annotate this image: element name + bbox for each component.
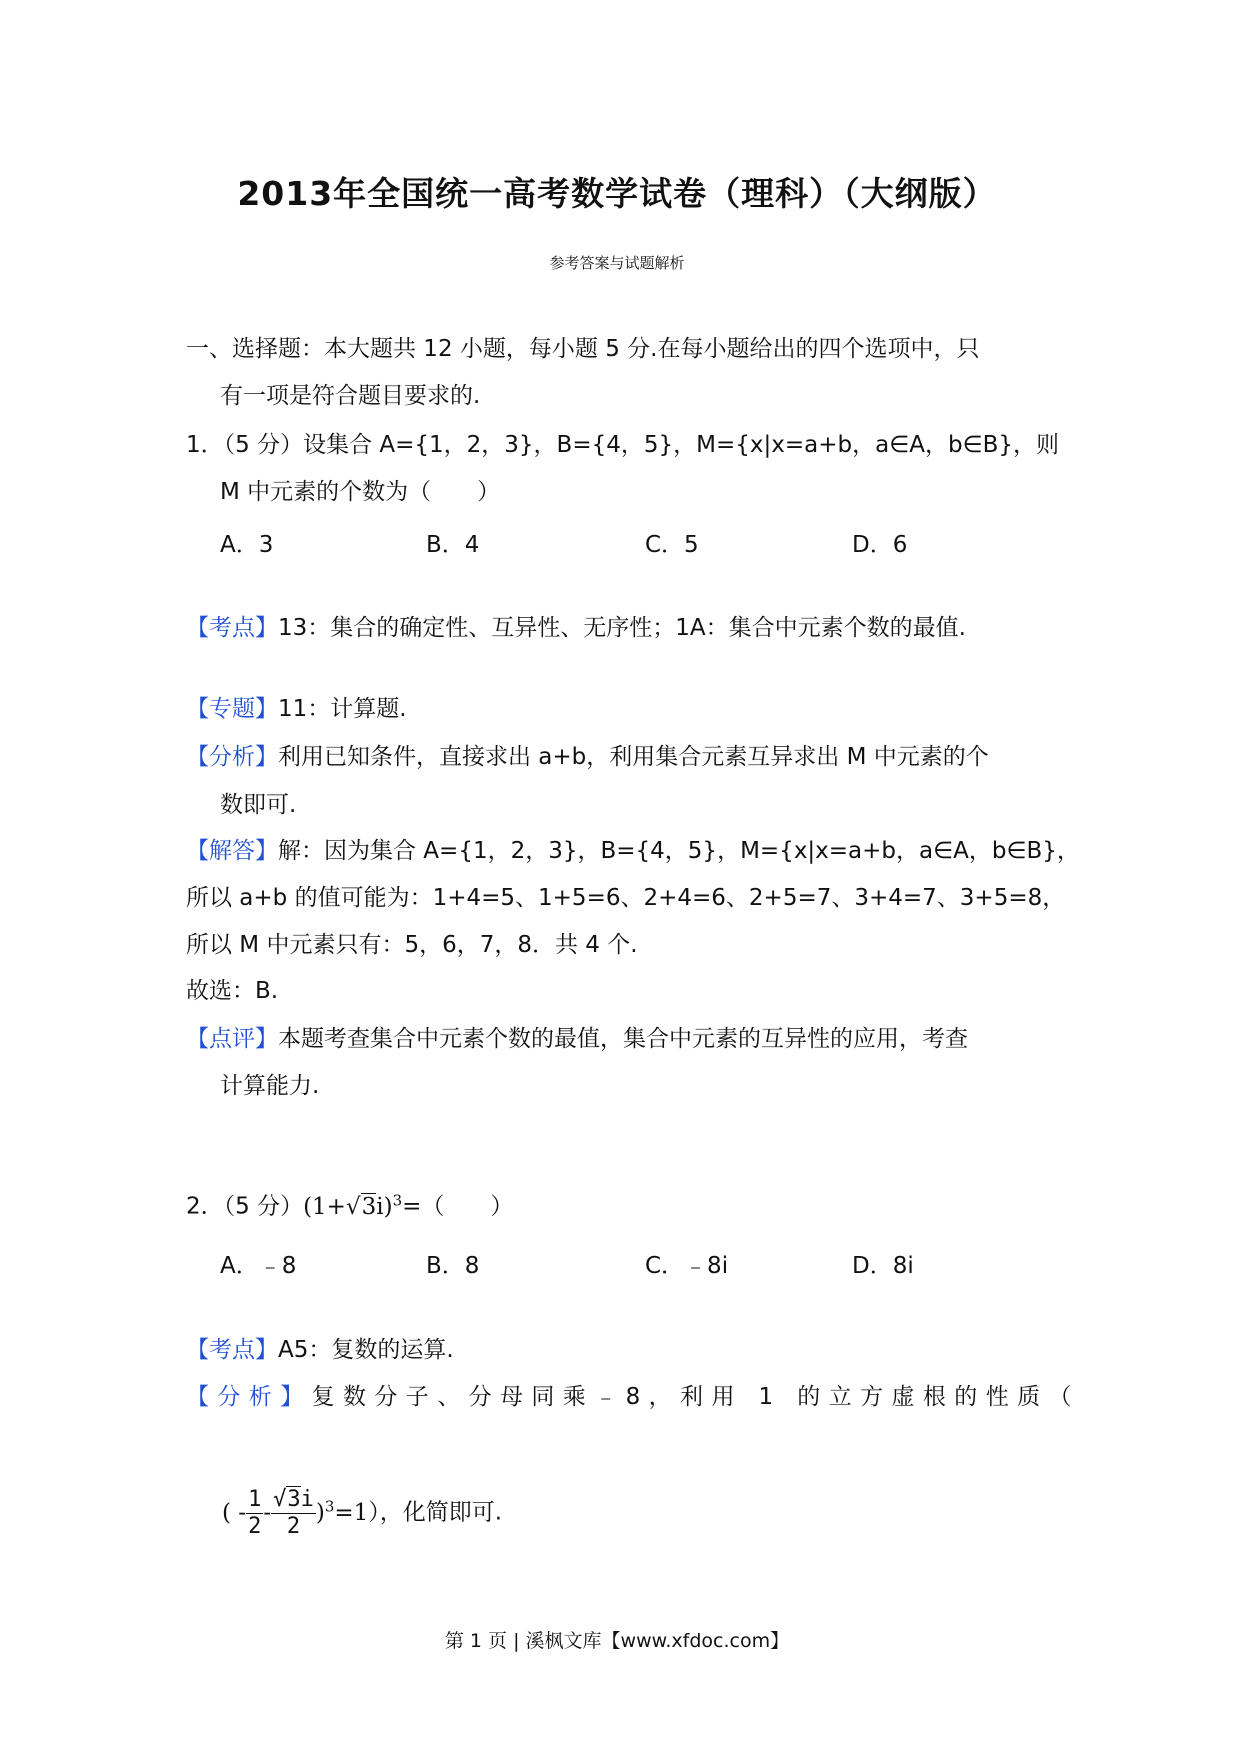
q2-formula-close: ) bbox=[315, 1499, 325, 1526]
q1-zhuanti-tag: 【专题】 bbox=[186, 696, 278, 722]
q1-dianping-text: 本题考查集合中元素个数的最值，集合中元素的互异性的应用，考查 bbox=[278, 1026, 968, 1052]
q1-stem-line2: M 中元素的个数为（ ） bbox=[220, 479, 501, 505]
q2-fenxi-text: 复数分子、分母同乘﹣8，利用 1 的立方虚根的性质（ bbox=[311, 1384, 1080, 1410]
q2-formula-frac1 bbox=[246, 1487, 263, 1540]
q1-option-d: D．6 bbox=[852, 532, 908, 558]
q1-kaodian-text: 13：集合的确定性、互异性、无序性；1A：集合中元素个数的最值. bbox=[278, 615, 966, 641]
section-heading-line1: 一、选择题：本大题共 12 小题，每小题 5 分.在每小题给出的四个选项中，只 bbox=[186, 336, 980, 362]
section-heading-line2: 有一项是符合题目要求的. bbox=[220, 383, 481, 409]
q2-formula-num2: √3i bbox=[273, 1487, 314, 1513]
q2-expr-base: (1+ bbox=[303, 1193, 346, 1220]
q1-fenxi-tag: 【分析】 bbox=[186, 744, 278, 770]
q2-option-c: C．﹣8i bbox=[645, 1253, 729, 1279]
q2-kaodian-text: A5：复数的运算. bbox=[278, 1337, 454, 1363]
q1-kaodian bbox=[186, 613, 966, 643]
q1-kaodian-tag: 【考点】 bbox=[186, 615, 278, 641]
q2-formula-minus2: - bbox=[263, 1499, 272, 1526]
q1-jieda-tag: 【解答】 bbox=[186, 838, 278, 864]
q1-jieda-line2: 所以 a+b 的值可能为：1+4=5、1+5=6、2+4=6、2+5=7、3+4=7、3+5=8， bbox=[186, 885, 1066, 911]
q1-jieda-text: 解：因为集合 A={1，2，3}，B={4，5}，M={x|x=a+b，a∈A，b∈B}， bbox=[278, 838, 1080, 864]
q2-stem bbox=[186, 1185, 513, 1222]
q2-expr-i: i) bbox=[376, 1193, 393, 1220]
q2-expr-root: 3 bbox=[361, 1193, 377, 1220]
q2-kaodian-tag: 【考点】 bbox=[186, 1337, 278, 1363]
q2-formula-frac2 bbox=[271, 1487, 316, 1540]
q2-fenxi-line2 bbox=[222, 1476, 502, 1543]
q2-kaodian bbox=[186, 1335, 454, 1365]
q1-zhuanti-text: 11：计算题. bbox=[278, 696, 407, 722]
q2-formula-den1: 2 bbox=[248, 1514, 262, 1540]
q1-stem-line1: 1．（5 分）设集合 A={1，2，3}，B={4，5}，M={x|x=a+b，a∈A，b∈B}，则 bbox=[186, 432, 1060, 458]
q1-fenxi-text: 利用已知条件，直接求出 a+b，利用集合元素互异求出 M 中元素的个 bbox=[278, 744, 989, 770]
q2-formula-num2-root: 3 bbox=[287, 1487, 301, 1513]
q1-option-b: B．4 bbox=[426, 532, 480, 558]
paper-title: 2013年全国统一高考数学试卷（理科）（大纲版） bbox=[237, 174, 997, 213]
q2-expression: $(1+√3i)^3$ bbox=[303, 1191, 403, 1220]
q1-jieda bbox=[186, 836, 1080, 866]
q1-dianping bbox=[186, 1024, 968, 1054]
q2-option-d: D．8i bbox=[852, 1253, 914, 1279]
q2-prefix: 2．（5 分） bbox=[186, 1193, 304, 1220]
q2-fenxi-line2-tail: ），化简即可. bbox=[368, 1499, 503, 1526]
q2-option-b: B．8 bbox=[426, 1253, 480, 1279]
q2-fenxi bbox=[186, 1382, 1080, 1412]
q1-dianping-tag: 【点评】 bbox=[186, 1026, 278, 1052]
q1-dianping-line2: 计算能力. bbox=[220, 1073, 320, 1099]
q1-jieda-line3: 所以 M 中元素只有：5，6，7，8．共 4 个. bbox=[186, 932, 638, 958]
q1-fenxi bbox=[186, 742, 989, 772]
q2-option-a: A．﹣8 bbox=[220, 1253, 297, 1279]
q1-zhuanti bbox=[186, 694, 407, 724]
q1-jieda-line4: 故选：B. bbox=[186, 978, 279, 1004]
q2-formula-minus1: - bbox=[238, 1499, 247, 1526]
q2-expr-exponent: 3 bbox=[392, 1191, 403, 1209]
q1-option-a: A．3 bbox=[220, 532, 274, 558]
q2-formula-open: ( bbox=[222, 1499, 231, 1526]
q2-formula-num1: 1 bbox=[248, 1487, 262, 1513]
q2-formula-eq: =1 bbox=[334, 1499, 369, 1526]
q2-suffix: =（ ） bbox=[402, 1193, 514, 1220]
q2-formula-exponent: 3 bbox=[324, 1497, 335, 1515]
q2-formula-den2: 2 bbox=[286, 1514, 301, 1540]
q2-formula bbox=[222, 1487, 369, 1540]
q2-formula-num2-i: i bbox=[300, 1487, 314, 1513]
page-footer: 第 1 页 | 溪枫文库【www.xfdoc.com】 bbox=[444, 1630, 790, 1652]
paper-subtitle: 参考答案与试题解析 bbox=[549, 254, 685, 272]
q1-fenxi-line2: 数即可. bbox=[220, 792, 297, 818]
q1-option-c: C．5 bbox=[645, 532, 699, 558]
q2-fenxi-tag: 【分析】 bbox=[186, 1384, 312, 1410]
